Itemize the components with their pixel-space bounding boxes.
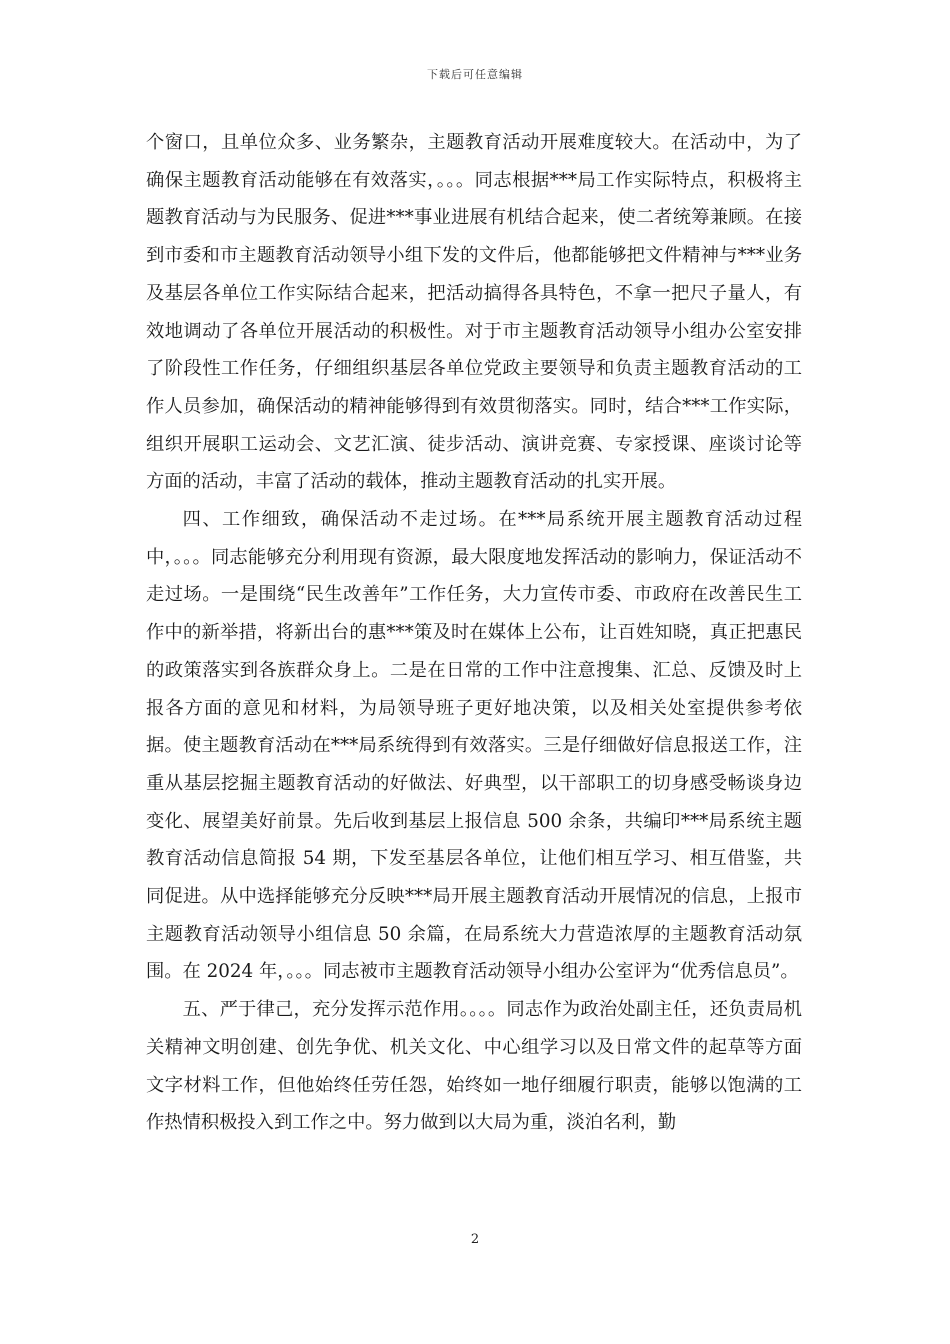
page-number: 2 (470, 1232, 480, 1247)
paragraph-section-five: 五、严于律己，充分发挥示范作用。。。。同志作为政治处副主任，还负责局机关精神文明创建、创先争优、机关文化、中心组学习以及日常文件的起草等方面文字材料工作，但他始终任劳任怨，始终如一地仔细履行职责，能够以饱满的工作热情积极投入到工作之中。努力做到以大局为重，淡泊名利，勤 (146, 999, 802, 1134)
paragraph-continued: 个窗口，且单位众多、业务繁杂，主题教育活动开展难度较大。在活动中，为了确保主题教育活动能够在有效落实，。。。同志根据***局工作实际特点，积极将主题教育活动与为民服务、促进***事业进展有机结合起来，使二者统筹兼顾。在接到市委和市主题教育活动领导小组下发的文件后，他都能够把文件精神与***业务及基层各单位工作实际结合起来，把活动搞得各具特色，不拿一把尺子量人，有效地调动了各单位开展活动的积极性。对于市主题教育活动领导小组办公室安排了阶段性工作任务，仔细组织基层各单位党政主要领导和负责主题教育活动的工作人员参加，确保活动的精神能够得到有效贯彻落实。同时，结合***工作实际，组织开展职工运动会、文艺汇演、徒步活动、演讲竞赛、专家授课、座谈讨论等方面的活动，丰富了活动的载体，推动主题教育活动的扎实开展。 (146, 132, 802, 493)
paragraph-section-four: 四、工作细致，确保活动不走过场。在***局系统开展主题教育活动过程中，。。。同志能够充分利用现有资源，最大限度地发挥活动的影响力，保证活动不走过场。一是围绕“民生改善年”工作任务，大力宣传市委、市政府在改善民生工作中的新举措，将新出台的惠***策及时在媒体上公布，让百姓知晓，真正把惠民的政策落实到各族群众身上。二是在日常的工作中注意搜集、汇总、反馈及时上报各方面的意见和材料，为局领导班子更好地决策，以及相关处室提供参考依据。使主题教育活动在***局系统得到有效落实。三是仔细做好信息报送工作，注重从基层挖掘主题教育活动的好做法、好典型，以干部职工的切身感受畅谈身边变化、展望美好前景。先后收到基层上报信息 500 余条，共编印***局系统主题教育活动信息简报 54 期，下发至基层各单位，让他们相互学习、相互借鉴，共同促进。从中选择能够充分反映***局开展主题教育活动开展情况的信息，上报市主题教育活动领导小组信息 50 余篇，在局系统大力营造浓厚的主题教育活动氛围。在 2024 年，。。。同志被市主题教育活动领导小组办公室评为“优秀信息员”。 (146, 509, 802, 983)
document-body (146, 124, 802, 1142)
page-header: 下载后可任意编辑 (427, 68, 523, 81)
